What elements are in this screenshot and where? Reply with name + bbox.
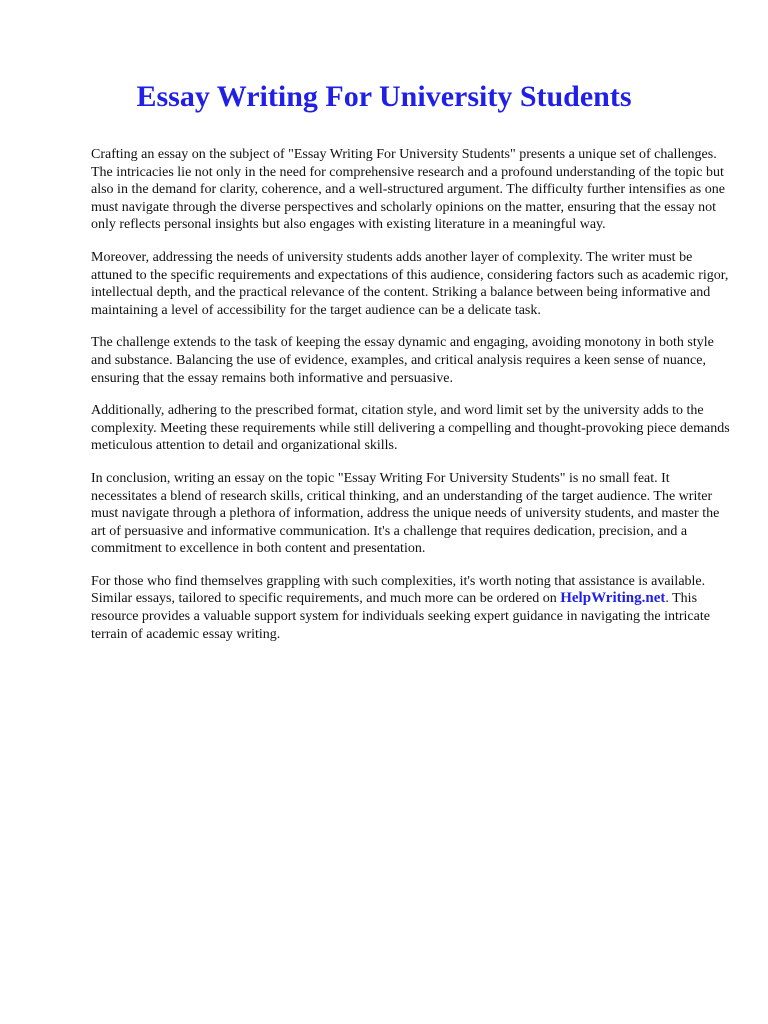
helpwriting-link[interactable]: HelpWriting.net <box>560 590 666 607</box>
paragraph-6-text-after-link: . This resource provides a valuable support system for individuals seeking expert guidance in navigating the intricate terrain of academic essay writing. <box>91 591 710 642</box>
paragraph-5: In conclusion, writing an essay on the topic "Essay Writing For University Students" is no small feat. It necessitates a blend of research skills, critical thinking, and an understanding of the target audience. The writer must navigate through a plethora of information, address the unique needs of university students, and master the art of persuasive and informative communication. It's a challenge that requires dedication, precision, and a commitment to excellence in both content and presentation. <box>91 470 720 557</box>
paragraph-4: Additionally, adhering to the prescribed format, citation style, and word limit set by the university adds to the complexity. Meeting these requirements while still delivering a compelling and thought-provoking piece demands meticulous attention to detail and organizational skills. <box>91 403 730 454</box>
paragraph-2: Moreover, addressing the needs of university students adds another layer of complexity. The writer must be attuned to the specific requirements and expectations of this audience, considering factors such as academic rigor, intellectual depth, and the practical relevance of the content. Striking a balance between being informative and maintaining a level of accessibility for the target audience can be a delicate task. <box>91 249 729 318</box>
paragraph-6 <box>91 573 731 643</box>
document-title: Essay Writing For University Students <box>136 80 632 113</box>
paragraph-1: Crafting an essay on the subject of "Essay Writing For University Students" presents a unique set of challenges. The intricacies lie not only in the need for comprehensive research and a profound understanding of the topic but also in the demand for clarity, coherence, and a well-structured argument. The difficulty further intensifies as one must navigate through the diverse perspectives and scholarly opinions on the matter, ensuring that the essay not only reflects personal insights but also engages with existing literature in a meaningful way. <box>91 147 725 233</box>
paragraph-3: The challenge extends to the task of keeping the essay dynamic and engaging, avoiding monotony in both style and substance. Balancing the use of evidence, examples, and critical analysis requires a keen sense of nuance, ensuring that the essay remains both informative and persuasive. <box>91 335 714 386</box>
paragraph-6-text-before-link: For those who find themselves grappling with such complexities, it's worth noting that assistance is available. Similar essays, tailored to specific requirements, and much more can be ordered on <box>91 573 706 607</box>
document-body <box>91 146 731 658</box>
